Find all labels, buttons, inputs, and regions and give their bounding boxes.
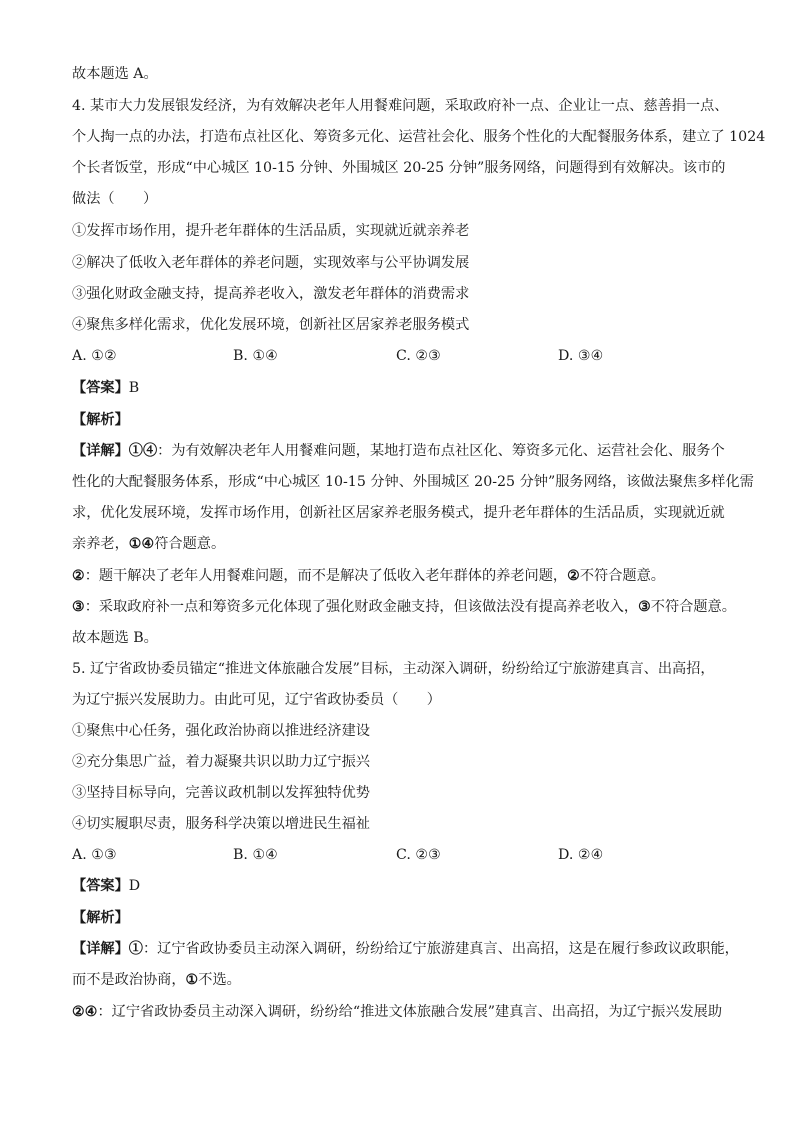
q5-stem-line-1: 5. 辽宁省政协委员锚定“推进文体旅融合发展”目标，主动深入调研，纷纷给辽宁旅游建真言、出高招，	[72, 661, 715, 677]
q4-option-a: A. ①②	[72, 348, 117, 364]
q5-detail-line-1	[72, 939, 739, 959]
q5-detail-lead: ①	[128, 941, 143, 957]
q5-stem-line-2: 为辽宁振兴发展助力。由此可见，辽宁省政协委员（ ）	[72, 692, 441, 708]
q4-statement-1: ①发挥市场作用，提升老年群体的生活品质，实现就近就亲养老	[72, 223, 470, 239]
q5-detail-text: ：辽宁省政协委员主动深入调研，纷纷给辽宁旅游建真言、出高招，这是在履行参政议政职能，	[142, 941, 739, 957]
q5-statement-1: ①聚焦中心任务，强化政治协商以推进经济建设	[72, 723, 370, 739]
q4-note-3	[72, 597, 736, 617]
q5-statement-3: ③坚持目标导向，完善议政机制以发挥独特优势	[72, 785, 370, 801]
q4-stem-line-3: 个长者饭堂，形成“中心城区 10-15 分钟、外围城区 20-25 分钟”服务网络，问题得到有效解决。该市的	[72, 160, 726, 176]
q4-note-3-end: 不符合题意。	[650, 599, 736, 615]
q4-note-3-mark: ③	[638, 599, 651, 615]
q5-option-c: C. ②③	[396, 847, 441, 863]
q4-note-2-text: ：题干解决了老年人用餐难问题，而不是解决了低收入老年群体的养老问题，	[84, 568, 568, 584]
q4-statement-3: ③强化财政金融支持，提高养老收入，激发老年群体的消费需求	[72, 286, 470, 302]
q4-detail-line-2: 性化的大配餐服务体系，形成“中心城区 10-15 分钟、外围城区 20-25 分钟”服务网络，该做法聚焦多样化需	[72, 474, 754, 490]
q4-stem-line-4: 做法（ ）	[72, 191, 158, 207]
q4-option-d: D. ③④	[558, 348, 604, 364]
q4-option-c: C. ②③	[396, 348, 441, 364]
q5-option-d: D. ②④	[558, 847, 604, 863]
q5-detail-line-2-mark: ①	[185, 972, 199, 988]
q4-detail-end-text: 符合题意。	[154, 536, 226, 552]
q5-note-24-lead: ②④	[72, 1004, 98, 1020]
q4-answer-label: 【答案】	[72, 380, 129, 396]
q5-option-b: B. ①④	[233, 847, 278, 863]
q4-stem-line-1: 4. 某市大力发展银发经济，为有效解决老年人用餐难问题，采取政府补一点、企业让一点、慈善捐一点、	[72, 98, 729, 114]
q4-note-3-text: ：采取政府补一点和筹资多元化体现了强化财政金融支持，但该做法没有提高养老收入，	[84, 599, 639, 615]
q5-detail-label: 【详解】	[72, 941, 129, 957]
q5-detail-line-2-end: 不选。	[198, 972, 241, 988]
q4-answer-value: B	[128, 380, 140, 396]
q4-stem-line-2: 个人掏一点的办法，打造布点社区化、筹资多元化、运营社会化、服务个性化的大配餐服务体系，建立了 1024	[72, 129, 766, 145]
q5-statement-4: ④切实履职尽责，服务科学决策以增进民生福祉	[72, 816, 370, 832]
q4-detail-line-1	[72, 441, 725, 461]
q4-detail-lead: ①④	[128, 443, 158, 459]
q5-note-24-text: ：辽宁省政协委员主动深入调研，纷纷给“推进文体旅融合发展”建真言、出高招，为辽宁振兴发展助	[97, 1004, 723, 1020]
q4-detail-label: 【详解】	[72, 443, 129, 459]
q4-note-3-lead: ③	[72, 599, 85, 615]
q4-note-2-mark: ②	[567, 568, 580, 584]
q4-conclusion: 故本题选 B。	[72, 630, 158, 646]
q5-note-24	[72, 1002, 722, 1022]
q4-note-2	[72, 566, 665, 586]
q5-option-a: A. ①③	[72, 847, 117, 863]
q4-detail-text-4: 亲养老，	[72, 536, 129, 552]
q5-detail-line-2	[72, 970, 241, 990]
q4-statement-2: ②解决了低收入老年群体的养老问题，实现效率与公平协调发展	[72, 255, 470, 271]
q4-statement-4: ④聚焦多样化需求，优化发展环境，创新社区居家养老服务模式	[72, 317, 470, 333]
q5-detail-line-2-text: 而不是政治协商，	[72, 972, 186, 988]
q4-answer	[72, 378, 139, 398]
q4-detail-line-3: 求，优化发展环境，发挥市场作用，创新社区居家养老服务模式，提升老年群体的生活品质，实现就近就	[72, 505, 725, 521]
q5-answer	[72, 876, 140, 896]
q5-analysis-label: 【解析】	[72, 910, 129, 926]
q4-detail-end-mark: ①④	[128, 536, 155, 552]
q3-conclusion: 故本题选 A。	[72, 66, 158, 82]
q4-note-2-end: 不符合题意。	[579, 568, 665, 584]
q4-note-2-lead: ②	[72, 568, 85, 584]
q4-detail-line-4	[72, 534, 225, 554]
q4-detail-text-1: ：为有效解决老年人用餐难问题，某地打造布点社区化、筹资多元化、运营社会化、服务个	[157, 443, 725, 459]
q5-answer-value: D	[128, 878, 141, 894]
q4-analysis-label: 【解析】	[72, 412, 129, 428]
q5-statement-2: ②充分集思广益，着力凝聚共识以助力辽宁振兴	[72, 754, 370, 770]
q5-answer-label: 【答案】	[72, 878, 129, 894]
q4-option-b: B. ①④	[233, 348, 278, 364]
